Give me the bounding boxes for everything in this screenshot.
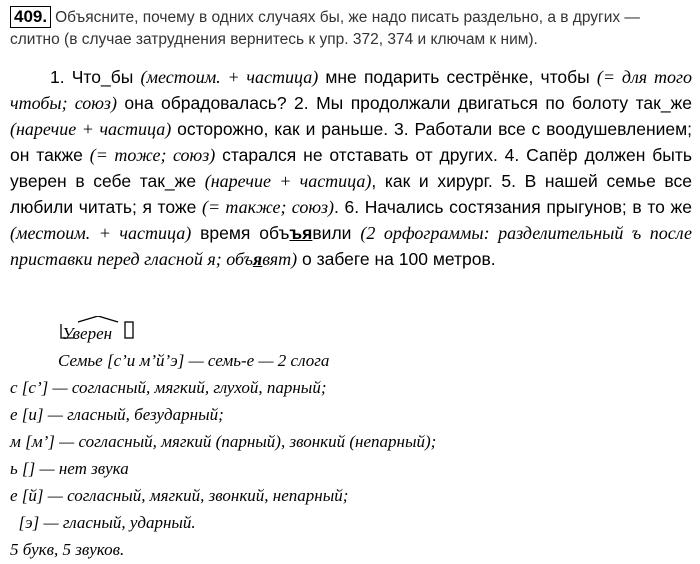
text-run: осторожно, как и раньше. 3. Работали все с воодушевлением; он также	[10, 119, 693, 165]
analysis-line: ь [] — нет звука	[10, 459, 129, 478]
text-run: . 6. Начались состязания прыгунов; в то же	[334, 197, 692, 217]
underlined-letter: я	[252, 249, 263, 269]
analysis-line: е [й] — согласный, мягкий, звонкий, непарный;	[10, 486, 349, 505]
analysis-line: [э] — гласный, ударный.	[10, 513, 196, 532]
text-run: вили	[312, 223, 361, 243]
exercise-number: 409.	[10, 6, 51, 28]
annotation: (= для того чтобы; союз)	[10, 67, 692, 113]
annotation: (= также; союз)	[201, 197, 335, 217]
annotation: (наречие + частица)	[10, 119, 172, 139]
analysis-line: с [с’] — согласный, мягкий, глухой, парный;	[10, 378, 327, 397]
text-run: о забеге на 100 метров.	[297, 249, 496, 269]
analysis-line: м [м’] — согласный, мягкий (парный), звонкий (непарный);	[10, 432, 437, 451]
morpheme-parse-word	[62, 320, 112, 347]
text-run: старался не отставать от других. 4. Сапёр должен быть уверен в себе так_же	[10, 145, 692, 191]
annotation: (2 орфограммы: разделительный ъ после приставки перед гласной я; объ	[10, 223, 693, 269]
underlined-letters: ъя	[289, 223, 313, 243]
annotation: (местоим. + частица)	[10, 223, 192, 243]
annotation: (наречие + частица)	[204, 171, 372, 191]
annotation: (= тоже; союз)	[89, 145, 216, 165]
exercise-text	[10, 64, 692, 272]
morph-word-text: Уверен	[62, 324, 113, 343]
morpheme-marks-icon	[60, 316, 136, 344]
text-run: мне подарить сестрёнке, чтобы	[318, 67, 597, 87]
text-run: она обрадовалась? 2. Мы продолжали двигаться по болоту так_же	[116, 93, 692, 113]
text-run: , как и хирург. 5. В нашей семье все любили читать; я тоже	[10, 171, 693, 217]
text-run: время объ	[191, 223, 290, 243]
analysis-line: Семье [с’и м’й’э] — семь-е — 2 слога	[58, 351, 330, 370]
instruction-line-1: Объясните, почему в одних случаях бы, же надо писать раздельно, а в других —	[55, 9, 640, 26]
text-run: 1. Что_бы	[50, 67, 141, 87]
annotation: (местоим. + частица)	[140, 67, 319, 87]
phonetic-analysis	[10, 320, 692, 563]
exercise-header	[10, 6, 692, 51]
analysis-line: 5 букв, 5 звуков.	[10, 540, 125, 559]
annotation: вят)	[262, 249, 298, 269]
analysis-line: е [и] — гласный, безударный;	[10, 405, 224, 424]
instruction-line-2: слитно (в случае затруднения вернитесь к упр. 372, 374 и ключам к ним).	[10, 31, 538, 48]
